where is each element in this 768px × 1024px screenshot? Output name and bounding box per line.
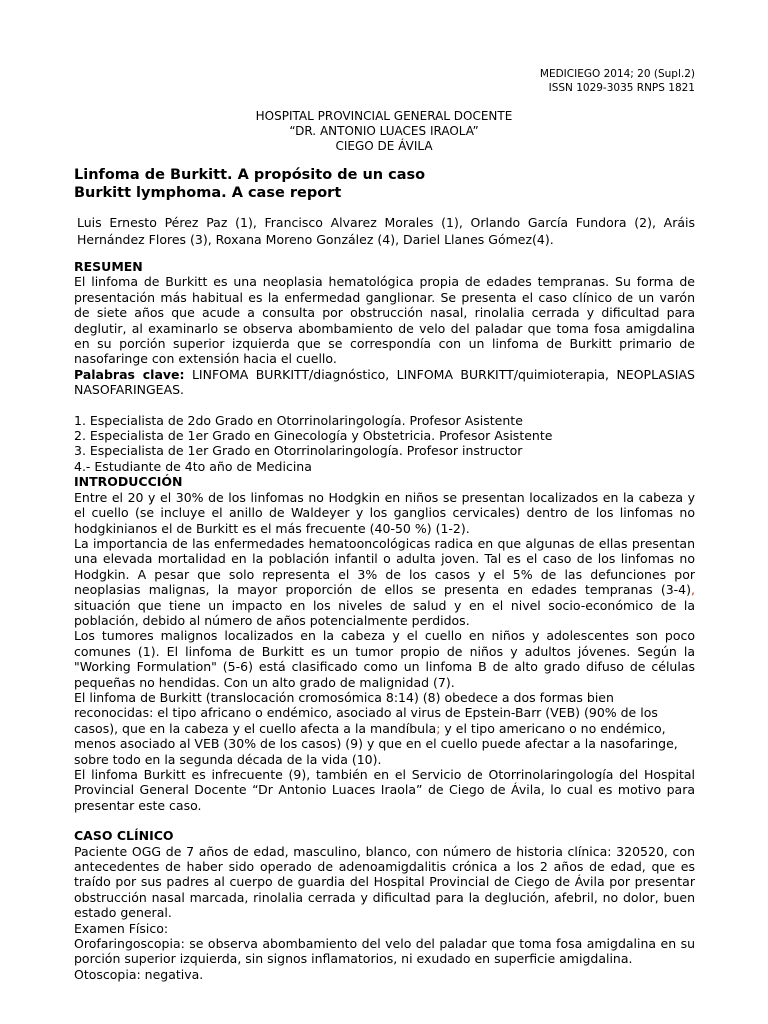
journal-citation <box>540 67 695 95</box>
journal-name-line: MEDICIEGO 2014; 20 (Supl.2) <box>539 68 695 80</box>
keywords-label: Palabras clave: <box>74 366 185 382</box>
title-english: Burkitt lymphoma. A case report <box>74 185 342 201</box>
intro-paragraph-4 <box>74 690 695 767</box>
article-body <box>74 259 695 982</box>
caso-paragraph-1: Paciente OGG de 7 años de edad, masculino, blanco, con número de historia clínica: 320520, con antecedentes de haber sido operado de adenoamigdalitis crónica a los 2 años de edad, que es traído por sus padres al cuerpo de guardia del Hospital Provincial de Ciego de Ávila por presentar obstrucción nasal marcada, rinolalia cerrada y dificultad para la deglución, afebril, no dolor, buen estado general. <box>74 843 695 921</box>
keywords-text: LINFOMA BURKITT/diagnóstico, LINFOMA BURKITT/quimioterapia, NEOPLASIAS NASOFARINGEAS. <box>74 366 695 398</box>
hospital-header <box>0 109 768 154</box>
article-titles <box>74 166 425 202</box>
intro-paragraph-1: Entre el 20 y el 30% de los linfomas no Hodgkin en niños se presentan localizados en la cabeza y el cuello (se incluye el anillo de Waldeyer y los ganglios cervicales) dentro de los linfomas no hodgkinianos el de Burkitt es el más frecuente (40-50 %) (1-2). <box>74 489 695 536</box>
affiliation-list <box>74 413 695 475</box>
hospital-city: CIEGO DE ÁVILA <box>335 139 433 153</box>
intro-p2-text: La importancia de las enfermedades hematooncológicas radica en que algunas de ellas presentan una elevada mortalidad en la población infantil o adulta joven. Tal es el caso de los linfomas no Hodgkin. A pesar que solo representa el 3% de los casos y el 5% de las defunciones por neoplasias malignas, la mayor proporción de ellos se presenta en edades tempranas (3-4) <box>74 535 695 598</box>
examen-fisico-label: Examen Físico: <box>74 920 169 936</box>
introduccion-heading: INTRODUCCIÓN <box>74 474 183 490</box>
caso-heading: CASO CLÍNICO <box>74 828 174 844</box>
affiliation-item: 4.- Estudiante de 4to año de Medicina <box>74 458 312 474</box>
spacer <box>74 398 695 413</box>
affiliation-item: 1. Especialista de 2do Grado en Otorrinolaringología. Profesor Asistente <box>74 412 523 428</box>
intro-p2-text-end: situación que tiene un impacto en los niveles de salud y en el nivel socio-económico de la población, debido al número de años potencialmente perdidos. <box>74 597 695 628</box>
intro-paragraph-2 <box>74 536 695 628</box>
intro-paragraph-3: Los tumores malignos localizados en la cabeza y el cuello en niños y adolescentes son poco comunes (1). El linfoma de Burkitt es un tumor propio de niños y adultos jóvenes. Según la "Working Formulation" (5-6) está clasificado como un linfoma B de alto grado difuso de células pequeñas no hendidas. Con un alto grado de malignidad (7). <box>74 628 695 690</box>
resumen-heading: RESUMEN <box>74 259 143 274</box>
intro-p4-text-end: y el tipo americano o no endémico, menos asociado al VEB (30% de los casos) (9) y que en el cuello puede afectar a la nasofaringe, sobre todo en la segunda década de la vida (10). <box>74 720 678 767</box>
resumen-text: El linfoma de Burkitt es una neoplasia hematológica propia de edades tempranas. Su forma de presentación más habitual es la enfermedad ganglionar. Se presenta el caso clínico de un varón de siete años que acude a consulta por obstrucción nasal, rinolalia cerrada y dificultad para deglutir, al examinarlo se observa abombamiento de velo del paladar que toma fosa amigdalina en su porción superior izquierda que se correspondía con un linfoma de Burkitt primario de nasofaringe con extensión hacia el cuello. <box>74 274 695 367</box>
affiliation-item: 3. Especialista de 1er Grado en Otorrinolaringología. Profesor instructor <box>74 443 523 459</box>
author-list: Luis Ernesto Pérez Paz (1), Francisco Alvarez Morales (1), Orlando García Fundora (2), Aráis Hernández Flores (3), Roxana Moreno González (4), Dariel Llanes Gómez(4). <box>77 215 695 247</box>
caso-paragraph-otoscopia: Otoscopia: negativa. <box>74 966 204 982</box>
spacer <box>74 813 695 828</box>
intro-p4-mark: ; <box>436 720 441 736</box>
issn-line: ISSN 1029-3035 RNPS 1821 <box>548 82 695 94</box>
hospital-name: HOSPITAL PROVINCIAL GENERAL DOCENTE <box>255 109 513 123</box>
intro-paragraph-5: El linfoma Burkitt es infrecuente (9), también en el Servicio de Otorrinolaringología del Hospital Provincial General Docente “Dr Antonio Luaces Iraola” de Ciego de Ávila, lo cual es motivo para presentar este caso. <box>74 767 695 813</box>
title-spanish: Linfoma de Burkitt. A propósito de un caso <box>74 167 426 183</box>
intro-p4-text: El linfoma de Burkitt (translocación cromosómica 8:14) (8) obedece a dos formas bien reconocidas: el tipo africano o endémico, asociado al virus de Epstein-Barr (VEB) (90% de los casos), que en la cabeza y el cuello afecta a la mandíbula <box>74 689 658 736</box>
hospital-director: “DR. ANTONIO LUACES IRAOLA” <box>289 124 479 138</box>
affiliation-item: 2. Especialista de 1er Grado en Ginecología y Obstetricia. Profesor Asistente <box>74 428 553 444</box>
keywords <box>74 367 695 398</box>
caso-paragraph-orofaringoscopia: Orofaringoscopia: se observa abombamiento del velo del paladar que toma fosa amigdalina en su porción superior izquierda, sin signos inflamatorios, ni exudado en superficie amigdalina. <box>74 936 695 967</box>
intro-p2-mark: , <box>691 582 695 598</box>
